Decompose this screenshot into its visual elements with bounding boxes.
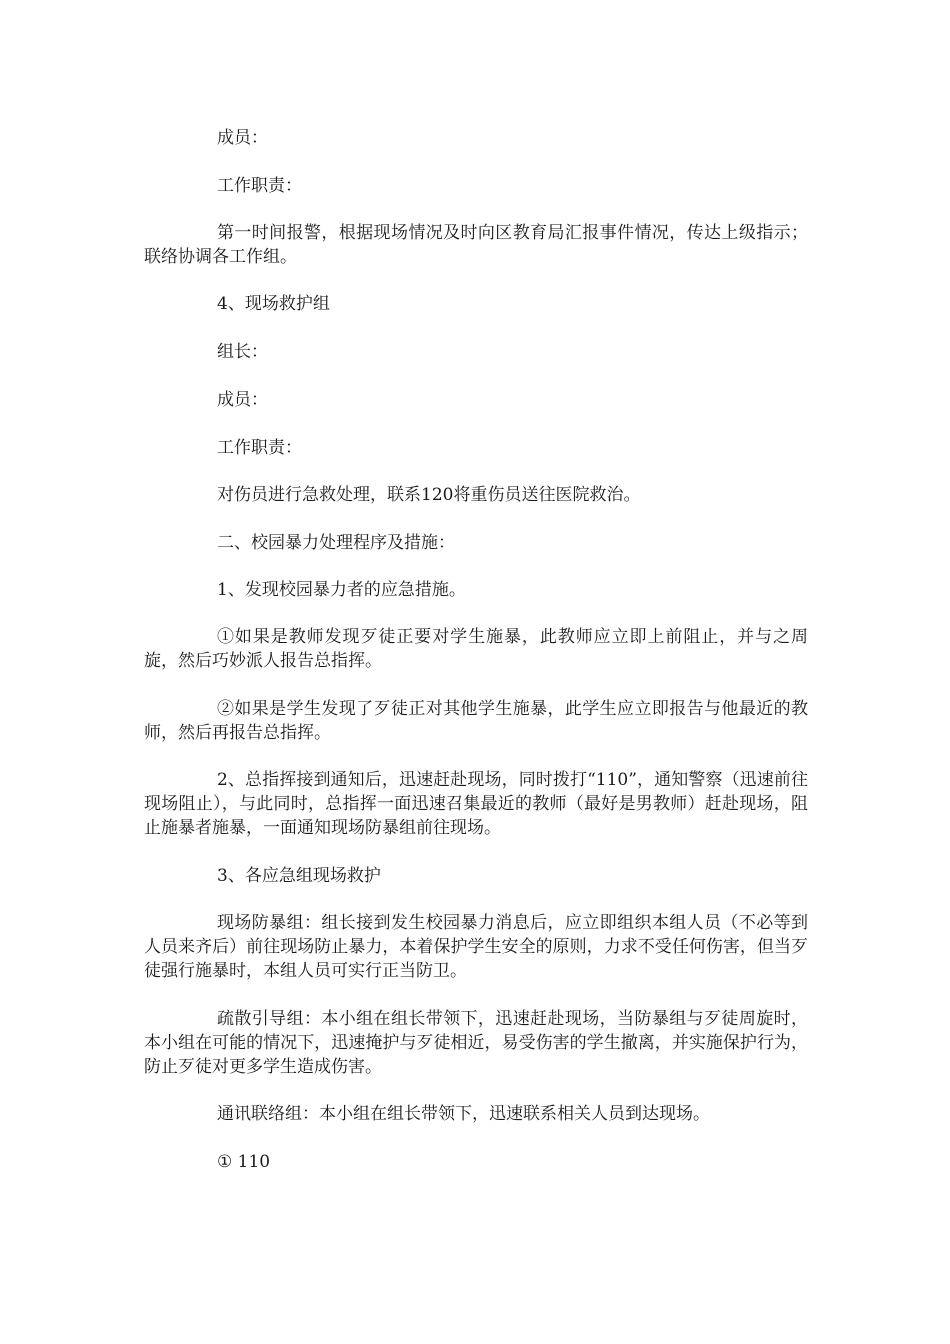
paragraph-evacuation-group: 疏散引导组：本小组在组长带领下，迅速赶赴现场，当防暴组与歹徒周旋时，本小组在可能的情况下，迅速掩护与歹徒相近，易受伤害的学生撤离，并实施保护行为，防止歹徒对更多学生造成伤害。	[144, 1009, 808, 1077]
paragraph-teacher-discovers: ①如果是教师发现歹徒正要对学生施暴，此教师应立即上前阻止，并与之周旋，然后巧妙派人报告总指挥。	[144, 627, 808, 671]
paragraph-riot-control-group: 现场防暴组：组长接到发生校园暴力消息后，应立即组织本组人员（不必等到人员来齐后）前往现场防止暴力，本着保护学生安全的原则，力求不受任何伤害，但当歹徒强行施暴时，本组人员可实行正当防卫。	[144, 913, 808, 981]
paragraph-rescue-members: 成员：	[217, 390, 268, 410]
paragraph-rescue-duties: 对伤员进行急救处理，联系120将重伤员送往医院救治。	[217, 485, 641, 505]
paragraph-groups-heading: 3、各应急组现场救护	[217, 866, 381, 886]
paragraph-commander-actions: 2、总指挥接到通知后，迅速赶赴现场，同时拨打“110”，通知警察（迅速前往现场阻止），与此同时，总指挥一面迅速召集最近的教师（最好是男教师）赶赴现场，阻止施暴者施暴，一面通知现场防暴组前往现场。	[144, 770, 808, 838]
paragraph-duties-heading: 工作职责：	[217, 176, 302, 196]
paragraph-contact-110: ① 110	[217, 1152, 271, 1172]
paragraph-emergency-measures-heading: 1、发现校园暴力者的应急措施。	[217, 580, 466, 600]
paragraph-members: 成员：	[217, 128, 268, 148]
paragraph-rescue-group-heading: 4、现场救护组	[217, 294, 330, 314]
paragraph-rescue-duties-heading: 工作职责：	[217, 438, 302, 458]
section-heading-procedures: 二、校园暴力处理程序及措施：	[217, 533, 455, 553]
paragraph-duties-report: 第一时间报警，根据现场情况及时向区教育局汇报事件情况，传达上级指示；联络协调各工作组。	[144, 223, 808, 267]
paragraph-student-discovers: ②如果是学生发现了歹徒正对其他学生施暴，此学生应立即报告与他最近的教师，然后再报告总指挥。	[144, 699, 808, 743]
paragraph-communication-group: 通讯联络组：本小组在组长带领下，迅速联系相关人员到达现场。	[217, 1104, 710, 1124]
paragraph-rescue-leader: 组长：	[217, 342, 268, 362]
